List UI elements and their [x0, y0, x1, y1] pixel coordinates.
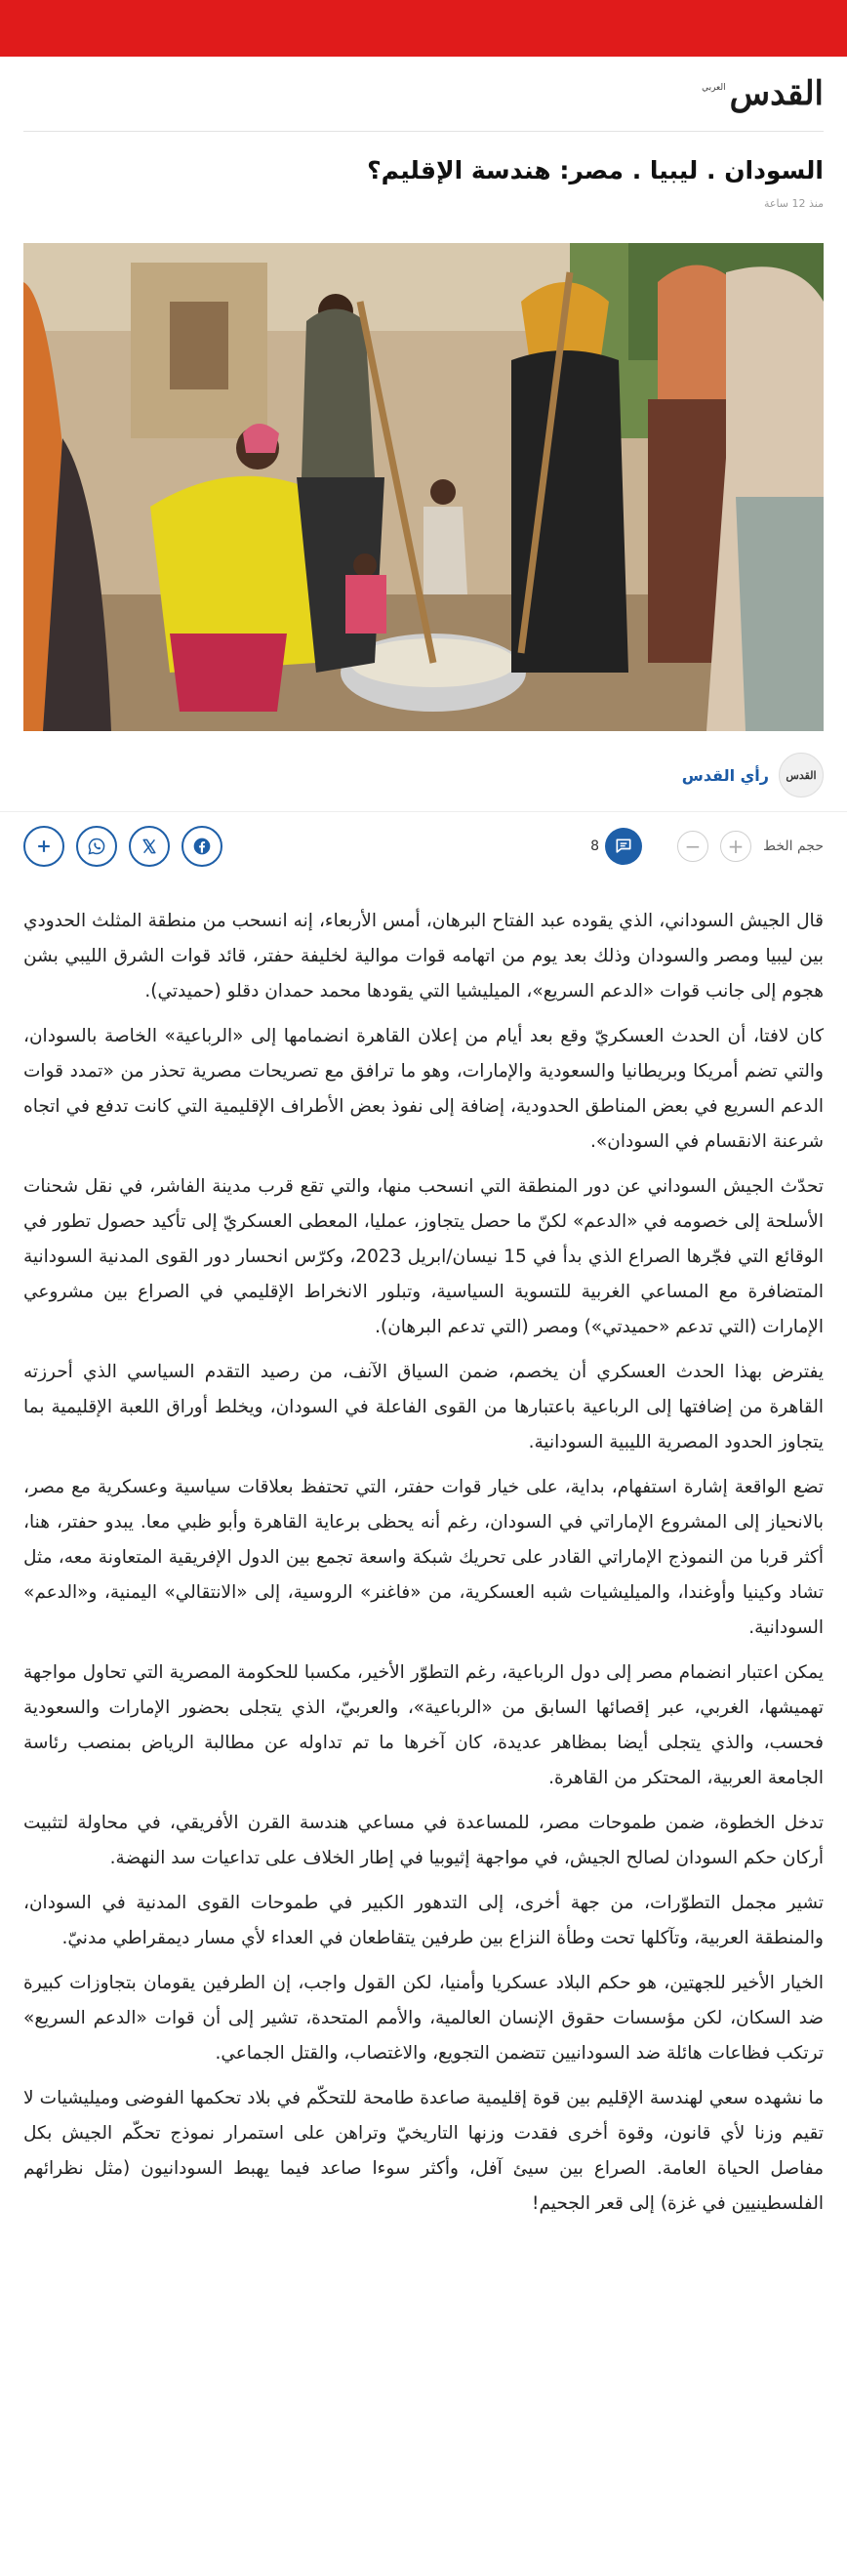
font-size-controls	[677, 831, 824, 862]
article-paragraph: قال الجيش السوداني، الذي يقوده عبد الفتاح البرهان، أمس الأربعاء، إنه انسحب من منطقة المثلث الحدودي بين ليبيا ومصر والسودان وذلك بعد يوم من اتهامه قوات موالية لخليفة حفتر، قائد قوات الشرق الليبي بشن هجوم إلى جانب قوات «الدعم السريع»، الميليشيا التي يقودها محمد حمدان دقلو (حميدتي).	[23, 911, 824, 1002]
article-paragraph: يفترض بهذا الحدث العسكري أن يخصم، ضمن السياق الآنف، من رصيد التقدم السياسي الذي أحرزته القاهرة من إضافتها إلى الرباعية باعتبارها من القوى الفاعلة في السودان، ويخلط أوراق اللعبة الإقليمية بما يتجاوز الحدود المصرية الليبية السودانية.	[23, 1362, 824, 1452]
article-photo	[23, 243, 824, 731]
share-buttons	[23, 826, 222, 867]
masthead	[0, 57, 847, 131]
add-icon	[34, 837, 54, 856]
article-paragraph: تشير مجمل التطوّرات، من جهة أخرى، إلى التدهور الكبير في طموحات القوى المدنية في السودان، والمنطقة العربية، وتآكلها تحت وطأة النزاع بين طرفين يتقاطعان في العداء لأي مسار ديمقراطي مدنيّ.	[23, 1893, 824, 1948]
article-paragraph: تحدّث الجيش السوداني عن دور المنطقة التي انسحب منها، والتي تقع قرب مدينة الفاشر، في نقل شحنات الأسلحة إلى خصومه في «الدعم» لكنّ ما حصل يتجاوز، عمليا، المعطى العسكريّ إلى تأكيد حصول تطور في الوقائع التي فجّرها الصراع الذي بدأ في 15 نيسان/ابريل 2023، وكرّس انحسار دور القوى المدنية السودانية المتضافرة مع المساعي الغربية للتسوية السياسية، وتبلور الانخراط الإقليمي في الصراع بين مشروعي الإمارات (التي تدعم «حميدتي») ومصر (التي تدعم البرهان).	[23, 1176, 824, 1337]
article-toolbar	[0, 811, 847, 880]
comments-link[interactable]	[590, 828, 642, 865]
comment-glyph	[614, 837, 633, 856]
article-paragraph: الخيار الأخير للجهتين، هو حكم البلاد عسكريا وأمنيا، لكن القول واجب، إن الطرفين يقومان بتجاوزات كبيرة ضد السكان، لكن مؤسسات حقوق الإنسان العالمية، والأمم المتحدة، تشير إلى أن قوات «الدعم السريع» ترتكب فظاعات هائلة ضد السودانيين تتضمن التجويع، والاغتصاب، والقتل الجماعي.	[23, 1973, 824, 2064]
comment-count: 8	[590, 838, 600, 854]
facebook-share-button[interactable]	[182, 826, 222, 867]
add-share-button[interactable]	[23, 826, 64, 867]
increase-font-button[interactable]	[720, 831, 751, 862]
photo-illustration	[23, 243, 824, 731]
site-logo[interactable]	[702, 74, 824, 113]
article-paragraph: تدخل الخطوة، ضمن طموحات مصر، للمساعدة في مساعي هندسة القرن الأفريقي، في محاولة لتثبيت أركان حكم السودان لصالح الجيش، في مواجهة إثيوبيا في إطار الخلاف على تداعيات سد النهضة.	[23, 1813, 824, 1868]
facebook-icon	[192, 837, 212, 856]
article-paragraph: ما نشهده سعي لهندسة الإقليم بين قوة إقليمية صاعدة طامحة للتحكّم في بلاد تحكمها الفوضى وميليشيات لا تقيم وزنا لأي قانون، وقوة أخرى فقدت وزنها التاريخيّ وتراهن على استمرار نموذج تحكّم الجيش بكل مفاصل الحياة العامة. الصراع بين سيئ آفل، وأكثر سوءا صاعد فيما يهبط السودانيون (مثل نظرائهم الفلسطينيين في غزة) إلى قعر الجحيم!	[23, 2088, 824, 2214]
comment-icon	[605, 828, 642, 865]
logo-subtext: العربي	[702, 83, 726, 93]
author-avatar[interactable]: القدس	[779, 753, 824, 797]
top-red-bar	[0, 0, 847, 57]
author-link[interactable]: رأي القدس	[681, 765, 769, 785]
article-paragraph: يمكن اعتبار انضمام مصر إلى دول الرباعية، رغم التطوّر الأخير، مكسبا للحكومة المصرية التي تحاول مواجهة تهميشها، الغربي، عبر إقصائها السابق من «الرباعية»، والعربيّ، الذي يتجلى بحضور الإمارات والسعودية فحسب، والذي يتجلى أيضا بمظاهر عديدة، كان آخرها ما تم تداوله عن مطالبة الرياض بمنصب رئاسة الجامعة العربية، المحتكر من القاهرة.	[23, 1662, 824, 1788]
decrease-font-button[interactable]	[677, 831, 708, 862]
plus-icon: +	[727, 835, 745, 858]
logo-text: القدس	[729, 74, 824, 113]
article-timestamp: منذ 12 ساعة	[763, 197, 824, 210]
minus-icon: −	[684, 835, 702, 858]
whatsapp-share-button[interactable]	[76, 826, 117, 867]
x-share-button[interactable]	[129, 826, 170, 867]
article-paragraph: تضع الواقعة إشارة استفهام، بداية، على خيار قوات حفتر، التي تحتفظ بعلاقات سياسية وعسكرية مع مصر، بالانحياز إلى المشروع الإماراتي في السودان، رغم أنه يحظى برعاية القاهرة وأبو ظبي معا. يبدو حفتر، هنا، أكثر قربا من النموذج الإماراتي القادر على تحريك شبكة واسعة تجمع بين الدول الإفريقية المتعاونة معه، مثل تشاد وكينيا وأوغندا، والميليشيات شبه العسكرية، من «فاغنر» الروسية، إلى «الانتقالي» اليمنية، و«الدعم» السودانية.	[23, 1477, 824, 1638]
toolbar-right-group	[590, 828, 824, 865]
article-title: السودان . ليبيا . مصر: هندسة الإقليم؟	[367, 156, 824, 184]
whatsapp-icon	[87, 837, 106, 856]
article-paragraph: كان لافتا، أن الحدث العسكريّ وقع بعد أيام من إعلان القاهرة انضمامها إلى «الرباعية» الخاصة بالسودان، والتي تضم أمريكا وبريطانيا والسعودية والإمارات، وهو ما ترافق مع تصريحات مصرية تحذر من «تمدد قوات الدعم السريع في بعض المناطق الحدودية، إضافة إلى نفوذ بعض الأطراف الإقليمية التي كانت تدفع في اتجاه شرعنة الانقسام في السودان».	[23, 1026, 824, 1152]
font-size-label: حجم الخط	[763, 838, 824, 854]
x-icon	[140, 837, 159, 856]
article-body	[0, 880, 847, 2222]
author-row	[0, 731, 847, 811]
